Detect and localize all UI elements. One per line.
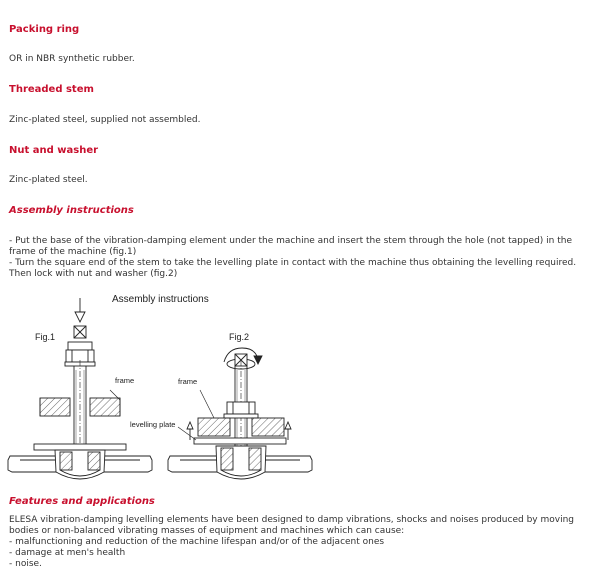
levelling-plate-label: levelling plate [130,420,176,429]
features-text [9,515,594,570]
threaded-stem-text: Zinc-plated steel, supplied not assembled. [9,115,201,125]
features-heading: Features and applications [9,496,155,507]
assembly-heading: Assembly instructions [9,205,134,216]
assembly-figure [0,290,600,490]
features-line-1: ELESA vibration-damping levelling elements have been designed to damp vibrations, shocks and noises produced by moving [9,515,574,525]
packing-ring-heading: Packing ring [9,24,80,35]
fig1-drawing [8,298,152,479]
assembly-line-2: frame of the machine (fig.1) [9,247,137,257]
assembly-line-1: - Put the base of the vibration-damping element under the machine and insert the stem through the hole (not tapped) in the [9,236,573,246]
assembly-drawing [0,290,600,490]
fig1-label: Fig.1 [35,332,56,342]
fig2-frame-label: frame [178,377,198,386]
features-line-3: - malfunctioning and reduction of the machine lifespan and/or of the adjacent ones [9,537,385,547]
packing-ring-text: OR in NBR synthetic rubber. [9,54,135,64]
features-line-5: - noise. [9,559,42,569]
nut-washer-heading: Nut and washer [9,145,99,156]
nut-washer-text: Zinc-plated steel. [9,175,88,185]
assembly-text [9,236,594,280]
fig1-frame-label: frame [115,376,135,385]
assembly-line-3: - Turn the square end of the stem to take the levelling plate in contact with the machine thus obtaining the levelling required. [9,258,577,268]
features-line-2: bodies or non-balanced vibrating masses of equipment and machines which can cause: [9,526,405,536]
fig2-label: Fig.2 [229,332,250,342]
figure-title: Assembly instructions [112,294,209,305]
fig2-drawing [168,348,312,479]
assembly-line-4: Then lock with nut and washer (fig.2) [9,269,178,279]
features-line-4: - damage at men's health [9,548,126,558]
threaded-stem-heading: Threaded stem [9,84,94,95]
